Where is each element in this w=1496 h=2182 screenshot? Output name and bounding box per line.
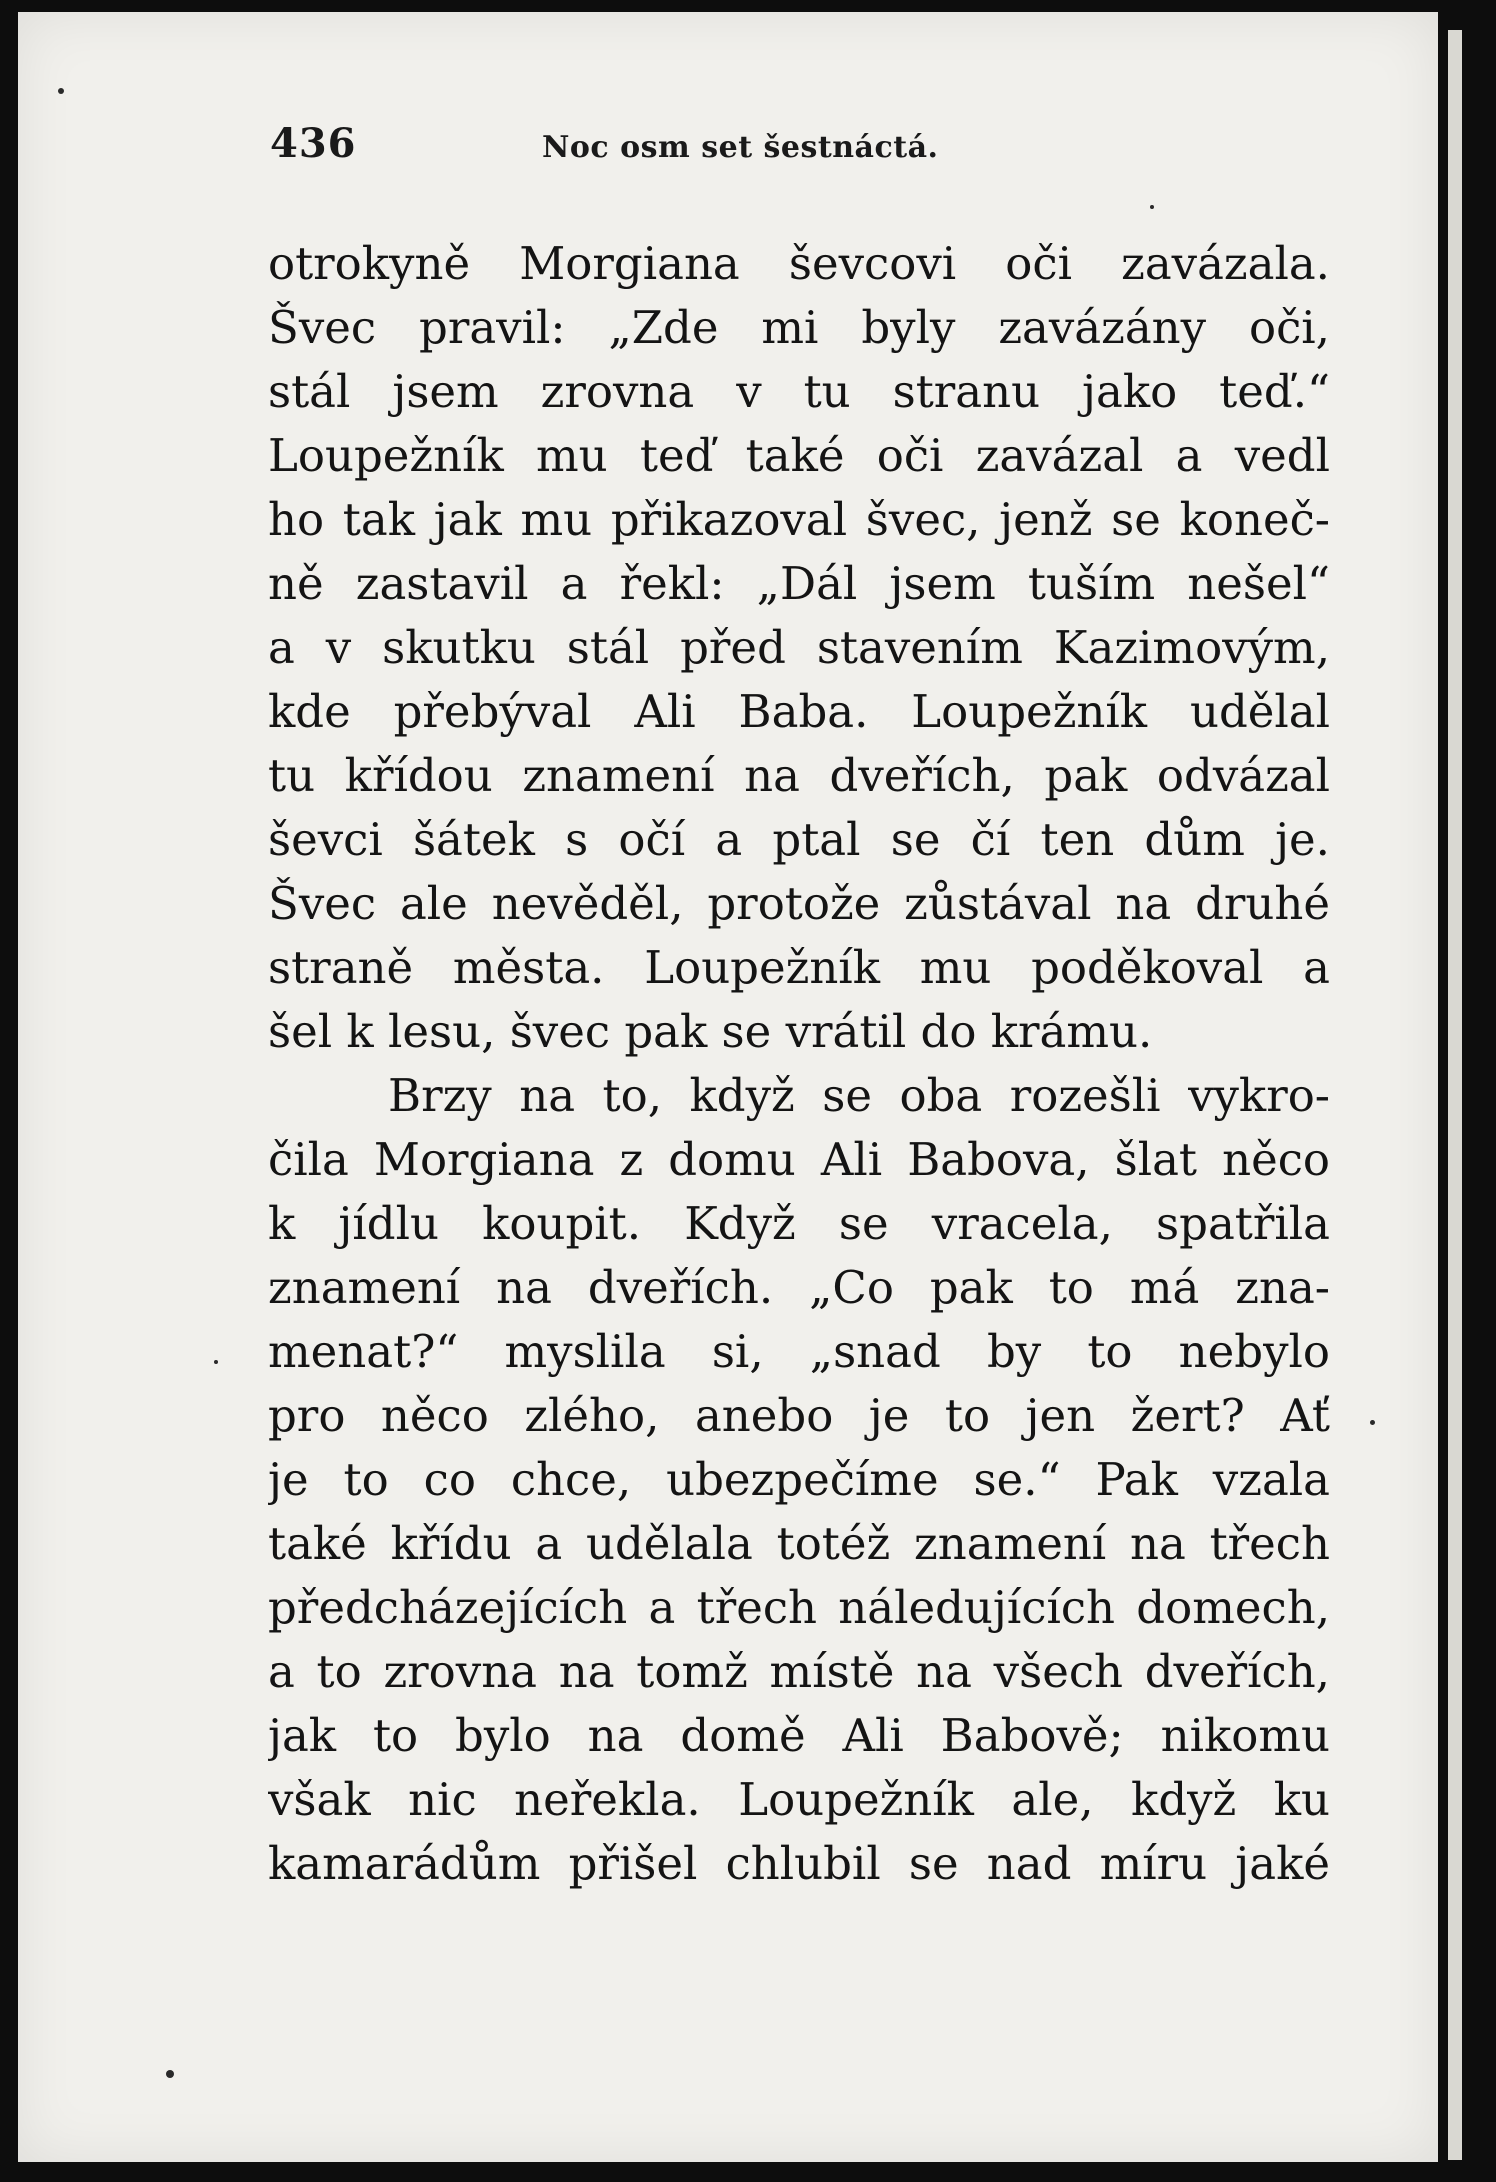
paper-speck — [166, 2070, 174, 2078]
text-line: Brzy na to, když se oba rozešli vykro- — [388, 1069, 1330, 1122]
text-line: Loupežník mu teď také oči zavázal a vedl — [268, 429, 1330, 482]
page-edge — [1448, 30, 1462, 2160]
text-line: a to zrovna na tomž místě na všech dveřích, — [268, 1645, 1330, 1698]
text-line: ně zastavil a řekl: „Dál jsem tuším nešel“ — [268, 557, 1330, 610]
text-line: jak to bylo na domě Ali Babově; nikomu — [268, 1709, 1330, 1762]
text-line: stál jsem zrovna v tu stranu jako teď.“ — [268, 365, 1330, 418]
text-line: k jídlu koupit. Když se vracela, spatřila — [268, 1197, 1330, 1250]
page-number: 436 — [270, 120, 357, 167]
text-line: otrokyně Morgiana ševcovi oči zavázala. — [268, 237, 1330, 290]
text-line: šel k lesu, švec pak se vrátil do krámu. — [268, 1005, 1153, 1058]
paper-speck — [1150, 205, 1154, 209]
text-line: pro něco zlého, anebo je to jen žert? Ať — [268, 1389, 1330, 1442]
text-line: čila Morgiana z domu Ali Babova, šlat něco — [268, 1133, 1330, 1186]
paper-speck — [214, 1360, 218, 1364]
paper-speck — [58, 88, 64, 94]
text-line: tu křídou znamení na dveřích, pak odvázal — [268, 749, 1330, 802]
text-line: znamení na dveřích. „Co pak to má zna- — [268, 1261, 1330, 1314]
text-line: straně města. Loupežník mu poděkoval a — [268, 941, 1330, 994]
text-line: předcházejících a třech náledujících domech, — [268, 1581, 1330, 1634]
text-line: menat?“ myslila si, „snad by to nebylo — [268, 1325, 1330, 1378]
text-line: Švec pravil: „Zde mi byly zavázány oči, — [268, 301, 1330, 354]
text-line: ho tak jak mu přikazoval švec, jenž se koneč- — [268, 493, 1330, 546]
body-text — [268, 232, 1330, 1896]
text-line: však nic neřekla. Loupežník ale, když ku — [268, 1773, 1330, 1826]
text-line: a v skutku stál před stavením Kazimovým, — [268, 621, 1330, 674]
text-line: kamarádům přišel chlubil se nad míru jaké — [268, 1837, 1330, 1890]
text-line: kde přebýval Ali Baba. Loupežník udělal — [268, 685, 1330, 738]
paper-speck — [1370, 1420, 1375, 1425]
running-title: Noc osm set šestnáctá. — [542, 130, 939, 165]
text-line: Švec ale nevěděl, protože zůstával na druhé — [268, 877, 1330, 930]
page-header — [270, 120, 1350, 180]
text-line: ševci šátek s očí a ptal se čí ten dům je. — [268, 813, 1330, 866]
text-line: je to co chce, ubezpečíme se.“ Pak vzala — [268, 1453, 1330, 1506]
text-line: také křídu a udělala totéž znamení na třech — [268, 1517, 1330, 1570]
